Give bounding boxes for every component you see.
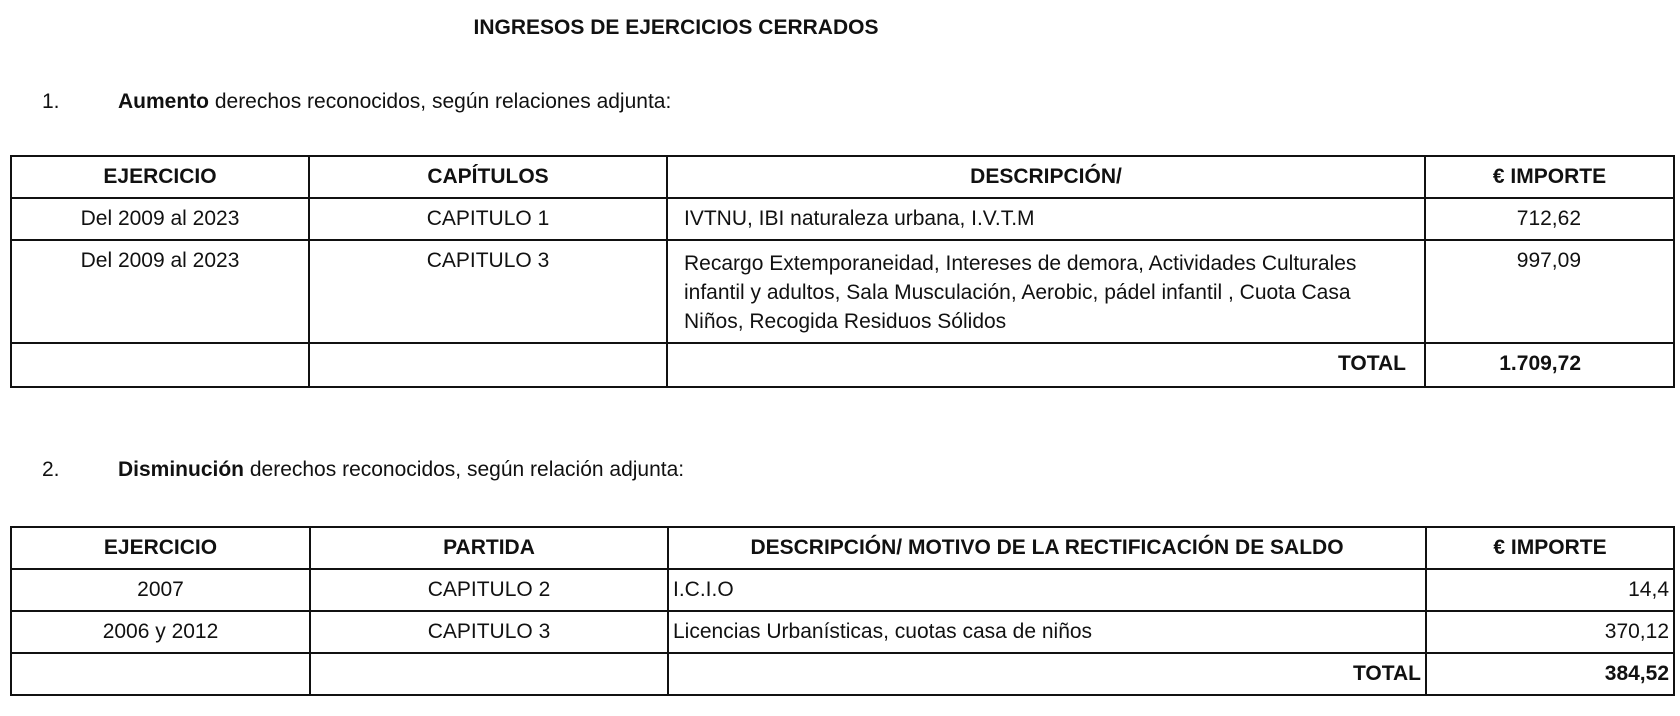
section-1-number: 1. [42, 90, 60, 113]
cell-ejercicio: 2007 [11, 569, 310, 611]
cell-partida: CAPITULO 2 [310, 569, 668, 611]
header-ejercicio: EJERCICIO [11, 156, 309, 198]
cell-capitulo: CAPITULO 3 [309, 240, 667, 343]
cell-descripcion: Licencias Urbanísticas, cuotas casa de niños [668, 611, 1426, 653]
header-descripcion: DESCRIPCIÓN/ MOTIVO DE LA RECTIFICACIÓN DE SALDO [668, 527, 1426, 569]
table-row [11, 198, 1674, 240]
cell-ejercicio: 2006 y 2012 [11, 611, 310, 653]
section-1-text: derechos reconocidos, según relaciones adjunta: [209, 90, 672, 113]
cell-descripcion: I.C.I.O [668, 569, 1426, 611]
empty-cell [11, 343, 309, 387]
header-descripcion: DESCRIPCIÓN/ [667, 156, 1425, 198]
increase-table [10, 155, 1675, 388]
empty-cell [11, 653, 310, 695]
cell-ejercicio: Del 2009 al 2023 [11, 198, 309, 240]
header-importe: € IMPORTE [1425, 156, 1674, 198]
header-ejercicio: EJERCICIO [11, 527, 310, 569]
total-row [11, 343, 1674, 387]
total-value: 1.709,72 [1425, 343, 1674, 387]
total-label: TOTAL [668, 653, 1426, 695]
total-label: TOTAL [667, 343, 1425, 387]
cell-importe: 370,12 [1426, 611, 1674, 653]
cell-descripcion: IVTNU, IBI naturaleza urbana, I.V.T.M [667, 198, 1425, 240]
table-row [11, 611, 1674, 653]
empty-cell [309, 343, 667, 387]
header-partida: PARTIDA [310, 527, 668, 569]
section-2-text: derechos reconocidos, según relación adjunta: [244, 458, 685, 481]
cell-ejercicio: Del 2009 al 2023 [11, 240, 309, 343]
decrease-table [10, 526, 1675, 696]
table-header-row [11, 527, 1674, 569]
header-importe: € IMPORTE [1426, 527, 1674, 569]
cell-importe: 997,09 [1425, 240, 1674, 343]
cell-partida: CAPITULO 3 [310, 611, 668, 653]
header-capitulos: CAPÍTULOS [309, 156, 667, 198]
empty-cell [310, 653, 668, 695]
cell-importe: 14,4 [1426, 569, 1674, 611]
section-2-number: 2. [42, 458, 60, 481]
section-1-bold-word: Aumento [118, 90, 209, 113]
section-2-heading [42, 458, 684, 482]
total-value: 384,52 [1426, 653, 1674, 695]
cell-capitulo: CAPITULO 1 [309, 198, 667, 240]
total-row [11, 653, 1674, 695]
section-1-heading [42, 90, 671, 114]
cell-importe: 712,62 [1425, 198, 1674, 240]
table-header-row [11, 156, 1674, 198]
section-2-bold-word: Disminución [118, 458, 245, 481]
table-row [11, 569, 1674, 611]
page-title: INGRESOS DE EJERCICIOS CERRADOS [473, 16, 879, 39]
table-row [11, 240, 1674, 343]
cell-descripcion: Recargo Extemporaneidad, Intereses de demora, Actividades Culturales infantil y adultos, Sala Musculación, Aerobic, pádel infantil , Cuota Casa Niños, Recogida Residuos Sólidos [667, 240, 1425, 343]
